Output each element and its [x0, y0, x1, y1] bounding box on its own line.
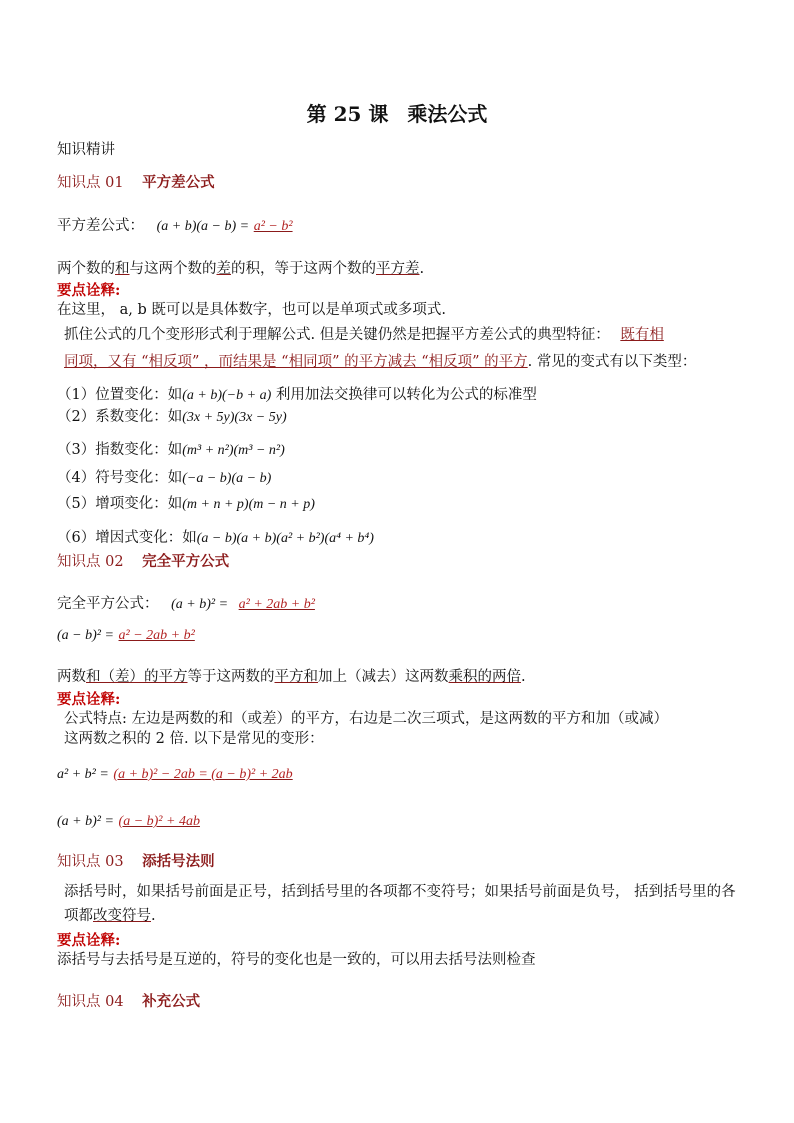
kp1-desc-he: 和 [115, 261, 130, 277]
kp2-name: 完全平方公式 [142, 553, 230, 570]
kp3-note-label: 要点诠释: [57, 932, 121, 949]
kp2-var1-lhs: a² + b² = [57, 767, 109, 782]
kp2-formula-label: 完全平方公式： [57, 596, 159, 612]
kp1-desc-text: 与这两个数的 [129, 261, 217, 277]
kp2-var2-lhs: (a + b)² = [57, 814, 114, 829]
kp2-desc-text: 等于这两数的 [187, 669, 275, 685]
kp1-heading [57, 171, 215, 192]
kp1-desc-cha: 差 [216, 261, 231, 277]
kp3-note-1: 添括号与去括号是互逆的，符号的变化也是一致的，可以用去括号法则检查 [57, 952, 536, 968]
kp3-text-2c: . [151, 908, 156, 924]
kp1-note-3 [64, 352, 696, 372]
variant-math: (a + b)(−b + a) [182, 388, 272, 403]
kp1-note-label: 要点诠释: [57, 282, 121, 299]
kp3-text-2 [64, 906, 156, 926]
kp1-desc-text: 的积，等于这两个数的 [231, 261, 376, 277]
kp1-note-2a: 抓住公式的几个变形形式利于理解公式. 但是关键仍然是把握平方差公式的典型特征： [64, 327, 610, 343]
kp2-formula-1 [57, 594, 315, 615]
kp2-heading [57, 550, 229, 571]
variant-label: （6）增因式变化：如 [57, 530, 197, 546]
kp1-note-3a: 同项，又有 “相反项” ，而结果是 “相同项” 的平方减去 “相反项” 的平方 [64, 354, 528, 370]
kp3-text-2b: 改变符号 [93, 908, 151, 924]
variant-math: (−a − b)(a − b) [182, 471, 272, 486]
kp4-heading [57, 990, 200, 1011]
kp1-note-2 [64, 325, 664, 345]
kp2-desc-text: 两数 [57, 669, 86, 685]
kp1-formula [57, 216, 293, 237]
page-title [0, 98, 794, 127]
kp1-formula-lhs: (a + b)(a − b) = [156, 219, 250, 234]
kp2-note-label: 要点诠释: [57, 691, 121, 708]
kp2-variant-1 [57, 764, 293, 785]
kp1-note-3b: . 常见的变式有以下类型： [527, 354, 697, 370]
kp1-number: 知识点 01 [57, 175, 124, 191]
kp1-variant-4 [57, 468, 271, 489]
variant-math: (3x + 5y)(3x − 5y) [182, 410, 287, 425]
kp3-number: 知识点 03 [57, 854, 124, 870]
kp3-text-1: 添括号时，如果括号前面是正号，括到括号里的各项都不变符号；如果括号前面是负号， 括到括号里的各 [64, 884, 736, 900]
kp2-number: 知识点 02 [57, 554, 124, 570]
kp2-variant-2 [57, 811, 200, 832]
kp2-desc-u1: 和（差）的平方 [86, 669, 188, 685]
kp1-description [57, 259, 424, 279]
variant-rest: 利用加法交换律可以转化为公式的标准型 [271, 387, 537, 403]
kp1-note-1: 在这里， a, b 既可以是具体数字，也可以是单项式或多项式. [57, 302, 446, 318]
lesson-topic: 乘法公式 [407, 102, 488, 126]
kp2-var2-rhs: (a − b)² + 4ab [118, 814, 200, 829]
lesson-number: 第 25 课 [306, 102, 389, 126]
kp1-note-2b: 既有相 [620, 327, 664, 343]
kp2-note-2: 这两数之积的 2 倍. 以下是常见的变形： [64, 731, 324, 747]
kp1-variant-1 [57, 385, 537, 406]
kp1-variant-3 [57, 440, 285, 461]
kp3-heading [57, 850, 215, 871]
variant-label: （3）指数变化：如 [57, 442, 183, 458]
kp3-name: 添括号法则 [142, 853, 215, 870]
kp2-formula-2 [57, 625, 195, 646]
kp3-text-2a: 项都 [64, 908, 93, 924]
kp2-desc-u3: 乘积的两倍 [448, 669, 521, 685]
kp1-desc-text: . [419, 261, 425, 277]
kp1-variant-6 [57, 528, 374, 549]
kp1-variant-5 [57, 494, 315, 515]
variant-math: (a − b)(a + b)(a² + b²)(a⁴ + b⁴) [196, 531, 374, 546]
section-label: 知识精讲 [57, 142, 115, 158]
kp2-desc-text: 加上（减去）这两数 [318, 669, 449, 685]
kp1-variant-2 [57, 407, 287, 428]
kp2-formula1-lhs: (a + b)² = [171, 597, 229, 612]
kp1-formula-label: 平方差公式： [57, 218, 144, 234]
variant-label: （5）增项变化：如 [57, 496, 183, 512]
kp2-formula2-rhs: a² − 2ab + b² [118, 628, 195, 643]
kp2-var1-rhs: (a + b)² − 2ab = (a − b)² + 2ab [113, 767, 293, 782]
kp2-description [57, 667, 526, 687]
kp1-formula-rhs: a² − b² [253, 219, 293, 234]
kp2-desc-text: . [521, 669, 526, 685]
variant-label: （1）位置变化：如 [57, 387, 183, 403]
variant-math: (m³ + n²)(m³ − n²) [182, 443, 285, 458]
kp4-number: 知识点 04 [57, 994, 124, 1010]
kp4-name: 补充公式 [142, 993, 201, 1010]
kp2-formula2-lhs: (a − b)² = [57, 628, 114, 643]
kp1-desc-text: 两个数的 [57, 261, 115, 277]
kp2-desc-u2: 平方和 [274, 669, 318, 685]
kp2-formula1-rhs: a² + 2ab + b² [238, 597, 315, 612]
variant-label: （4）符号变化：如 [57, 470, 183, 486]
kp2-note-1: 公式特点: 左边是两数的和（或差）的平方，右边是二次三项式，是这两数的平方和加（或减） [64, 711, 668, 727]
variant-label: （2）系数变化：如 [57, 409, 183, 425]
kp1-name: 平方差公式 [142, 174, 215, 191]
variant-math: (m + n + p)(m − n + p) [182, 497, 315, 512]
kp1-desc-pfc: 平方差 [376, 261, 420, 277]
